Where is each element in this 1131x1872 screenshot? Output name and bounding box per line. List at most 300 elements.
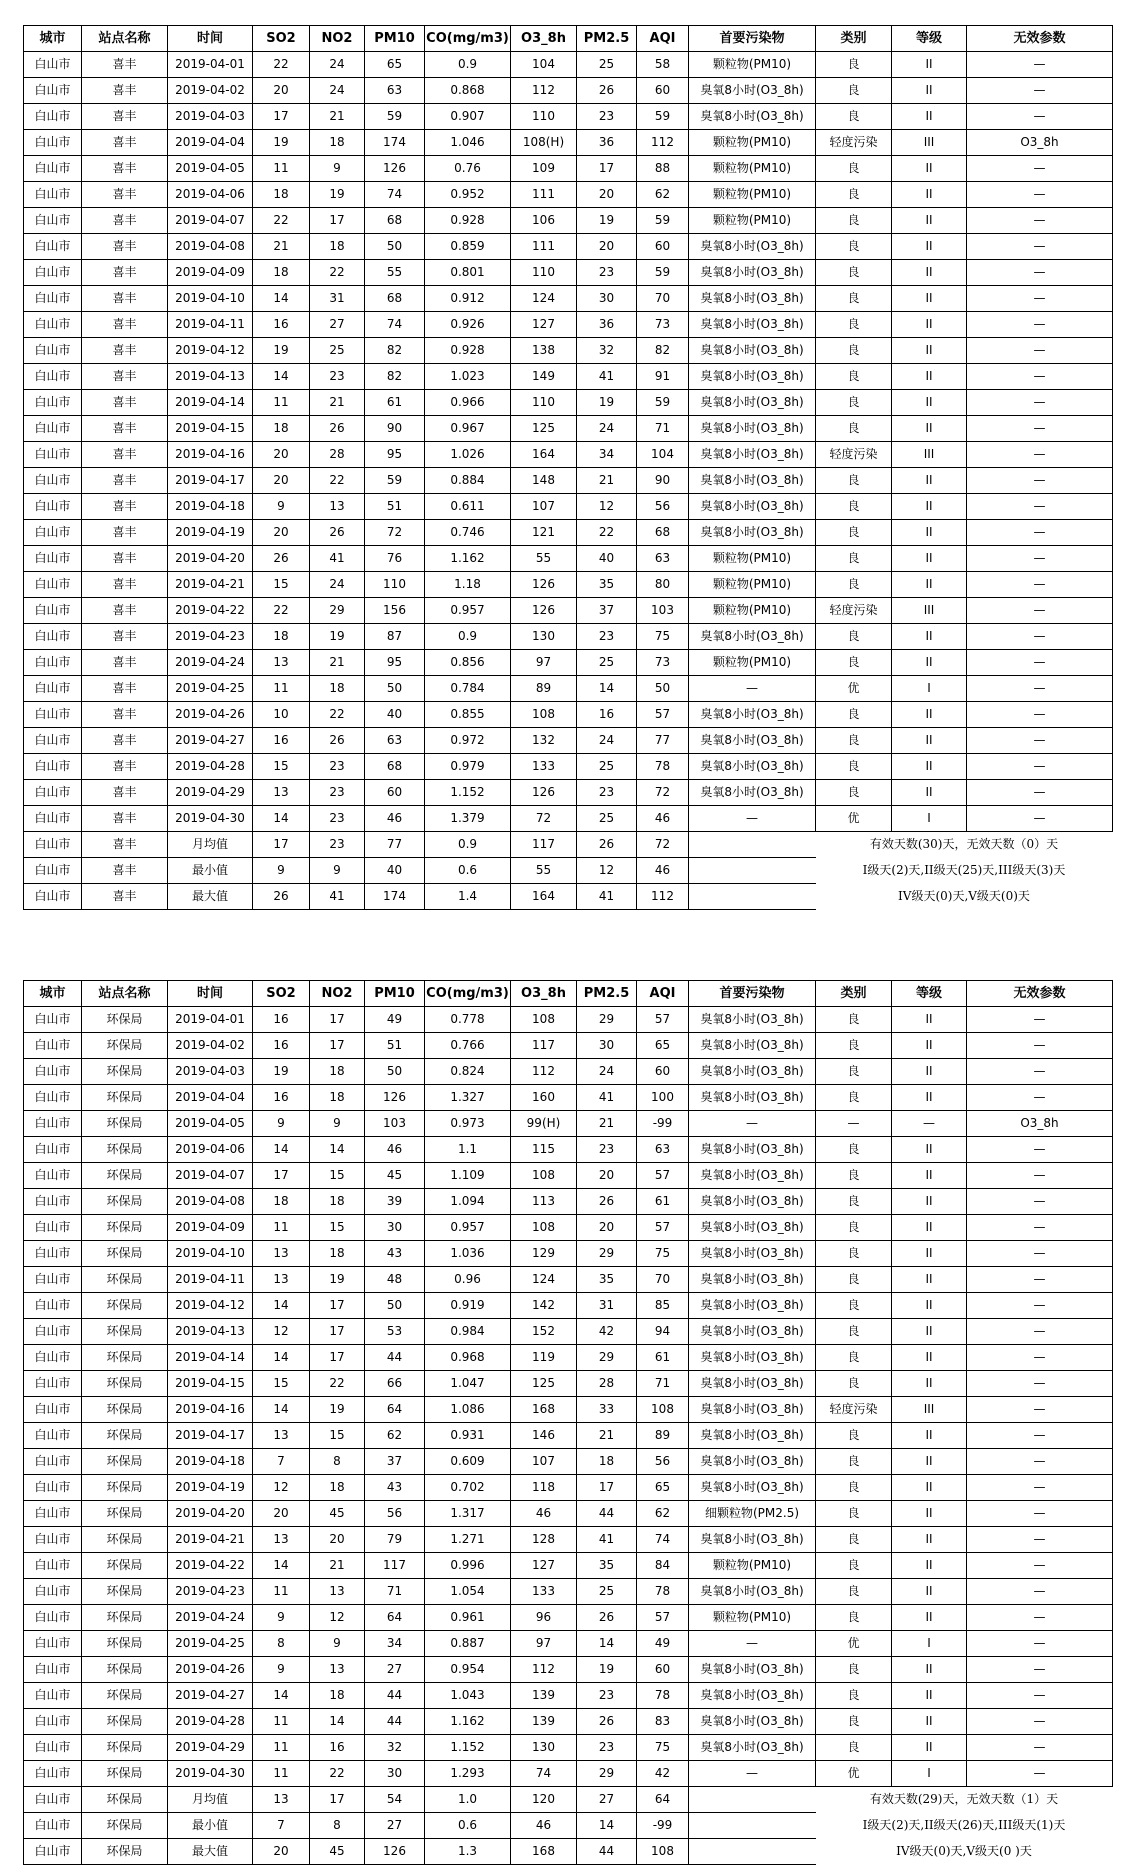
table-cell: — (967, 1267, 1113, 1293)
summary-cell: 14 (577, 1813, 637, 1839)
table-cell: II (892, 728, 967, 754)
table-cell: 轻度污染 (816, 130, 892, 156)
table-cell: 23 (310, 754, 365, 780)
column-header: 等级 (892, 981, 967, 1007)
table-cell: 125 (511, 1371, 577, 1397)
table-cell: 94 (637, 1319, 689, 1345)
table-cell: — (689, 1631, 816, 1657)
table-cell: 白山市 (24, 572, 82, 598)
table-cell: 良 (816, 754, 892, 780)
table-cell: 喜丰 (82, 208, 168, 234)
table-cell: 14 (253, 806, 310, 832)
table-cell: 9 (253, 1605, 310, 1631)
table-cell: 31 (310, 286, 365, 312)
table-row (24, 572, 1113, 598)
table-cell: II (892, 1501, 967, 1527)
table-cell: 0.766 (425, 1033, 511, 1059)
table-cell: 2019-04-19 (168, 520, 253, 546)
table-cell: 良 (816, 52, 892, 78)
table-cell: 喜丰 (82, 468, 168, 494)
header-row (24, 26, 1113, 52)
table-cell: 16 (253, 1033, 310, 1059)
table-cell: 2019-04-28 (168, 1709, 253, 1735)
table-cell: II (892, 1241, 967, 1267)
table-cell: II (892, 234, 967, 260)
table-cell: 17 (310, 1319, 365, 1345)
summary-cell: 1.4 (425, 884, 511, 910)
table-cell: 喜丰 (82, 364, 168, 390)
table-cell: 24 (577, 1059, 637, 1085)
table-cell: — (967, 1007, 1113, 1033)
table-cell: 颗粒物(PM10) (689, 130, 816, 156)
table-cell: 喜丰 (82, 650, 168, 676)
table-cell: 78 (637, 1683, 689, 1709)
table-cell: 18 (310, 1189, 365, 1215)
table-cell: — (967, 572, 1113, 598)
table-cell: 50 (365, 1059, 425, 1085)
summary-cell: 174 (365, 884, 425, 910)
table-row (24, 1059, 1113, 1085)
table-cell: 环保局 (82, 1293, 168, 1319)
table-cell: 良 (816, 1215, 892, 1241)
table-cell: 良 (816, 1423, 892, 1449)
table-cell: 颗粒物(PM10) (689, 156, 816, 182)
table-cell: 19 (310, 624, 365, 650)
table-cell: — (967, 1345, 1113, 1371)
table-cell: 26 (310, 416, 365, 442)
table-cell: 84 (637, 1553, 689, 1579)
column-header: 首要污染物 (689, 26, 816, 52)
table-cell: 139 (511, 1709, 577, 1735)
table-cell: 2019-04-28 (168, 754, 253, 780)
table-cell: 26 (577, 1605, 637, 1631)
table-cell: 121 (511, 520, 577, 546)
table-cell: II (892, 1059, 967, 1085)
table-row (24, 806, 1113, 832)
table-cell: 2019-04-07 (168, 208, 253, 234)
table-cell: 喜丰 (82, 52, 168, 78)
summary-cell: 喜丰 (82, 884, 168, 910)
table-cell: — (967, 182, 1113, 208)
table-cell: II (892, 1553, 967, 1579)
table-cell: 26 (577, 78, 637, 104)
table-cell: 19 (253, 130, 310, 156)
table-row (24, 520, 1113, 546)
table-cell: II (892, 182, 967, 208)
table-cell: 80 (637, 572, 689, 598)
summary-cell: 41 (577, 884, 637, 910)
table-cell: II (892, 312, 967, 338)
table-cell: 2019-04-02 (168, 1033, 253, 1059)
table-row (24, 156, 1113, 182)
table-cell: 0.984 (425, 1319, 511, 1345)
table-cell: 106 (511, 208, 577, 234)
table-cell: 喜丰 (82, 624, 168, 650)
table-cell: II (892, 416, 967, 442)
table-cell: 21 (310, 390, 365, 416)
table-cell: 颗粒物(PM10) (689, 52, 816, 78)
table-cell: 18 (253, 182, 310, 208)
table-cell: 57 (637, 1007, 689, 1033)
table-cell: 29 (577, 1241, 637, 1267)
summary-cell: 环保局 (82, 1813, 168, 1839)
table-cell: 107 (511, 1449, 577, 1475)
table-cell: II (892, 1527, 967, 1553)
table-cell: 臭氧8小时(O3_8h) (689, 520, 816, 546)
table-cell: 78 (637, 1579, 689, 1605)
table-cell: 颗粒物(PM10) (689, 208, 816, 234)
table-cell: II (892, 468, 967, 494)
table-cell: 白山市 (24, 1735, 82, 1761)
table-cell: 16 (253, 312, 310, 338)
table-row (24, 1189, 1113, 1215)
table-cell: III (892, 442, 967, 468)
table-cell: — (689, 1111, 816, 1137)
column-header: NO2 (310, 981, 365, 1007)
table-cell: 20 (253, 468, 310, 494)
table-cell: 87 (365, 624, 425, 650)
table-cell: 13 (310, 1579, 365, 1605)
table-cell: 27 (365, 1657, 425, 1683)
table-cell: — (967, 520, 1113, 546)
table-cell: 127 (511, 312, 577, 338)
table-cell: 60 (637, 1059, 689, 1085)
table-cell: 臭氧8小时(O3_8h) (689, 1137, 816, 1163)
table-cell: — (967, 806, 1113, 832)
table-cell: 71 (637, 416, 689, 442)
table-cell: 108 (511, 702, 577, 728)
table-cell: 良 (816, 702, 892, 728)
summary-cell: 7 (253, 1813, 310, 1839)
table-cell: 18 (310, 1085, 365, 1111)
table-cell: II (892, 1319, 967, 1345)
summary-cell: 112 (637, 884, 689, 910)
table-cell: 25 (577, 754, 637, 780)
table-cell: 13 (253, 780, 310, 806)
table-cell: 0.907 (425, 104, 511, 130)
table-row (24, 1527, 1113, 1553)
summary-cell: 1.3 (425, 1839, 511, 1865)
table-cell: 良 (816, 1579, 892, 1605)
table-cell: 16 (253, 728, 310, 754)
table-cell: 0.884 (425, 468, 511, 494)
table-cell: — (967, 234, 1113, 260)
table-cell: 14 (253, 1345, 310, 1371)
table-cell: 白山市 (24, 286, 82, 312)
summary-blank-cell (689, 832, 816, 858)
table-cell: — (967, 1059, 1113, 1085)
table-row (24, 676, 1113, 702)
table-row (24, 390, 1113, 416)
table-cell: 90 (365, 416, 425, 442)
table-cell: 15 (310, 1163, 365, 1189)
summary-blank-cell (689, 884, 816, 910)
table-cell: 113 (511, 1189, 577, 1215)
table-cell: — (967, 78, 1113, 104)
column-header: AQI (637, 981, 689, 1007)
table-cell: II (892, 1033, 967, 1059)
table-cell: 10 (253, 702, 310, 728)
table-cell: 良 (816, 1527, 892, 1553)
table-cell: 0.856 (425, 650, 511, 676)
table-cell: 2019-04-29 (168, 780, 253, 806)
table-cell: 89 (637, 1423, 689, 1449)
summary-cell: 17 (253, 832, 310, 858)
summary-cell: 白山市 (24, 1787, 82, 1813)
table-cell: 79 (365, 1527, 425, 1553)
table-cell: 24 (577, 416, 637, 442)
summary-cell: 164 (511, 884, 577, 910)
table-cell: 156 (365, 598, 425, 624)
table-cell: 0.979 (425, 754, 511, 780)
table-cell: 良 (816, 260, 892, 286)
table-cell: 2019-04-05 (168, 156, 253, 182)
table-cell: 轻度污染 (816, 442, 892, 468)
table-cell: 2019-04-25 (168, 1631, 253, 1657)
table-cell: 112 (511, 78, 577, 104)
table-cell: 良 (816, 78, 892, 104)
table-cell: 70 (637, 1267, 689, 1293)
table-cell: — (967, 650, 1113, 676)
table-cell: 环保局 (82, 1319, 168, 1345)
table-cell: 126 (511, 598, 577, 624)
table-cell: 18 (310, 1475, 365, 1501)
table-cell: 喜丰 (82, 806, 168, 832)
table-cell: -99 (637, 1111, 689, 1137)
table-cell: 臭氧8小时(O3_8h) (689, 1085, 816, 1111)
table-cell: 良 (816, 1345, 892, 1371)
column-header: 站点名称 (82, 26, 168, 52)
table-cell: 68 (637, 520, 689, 546)
table-cell: 白山市 (24, 1267, 82, 1293)
table-cell: 23 (577, 260, 637, 286)
table-cell: 152 (511, 1319, 577, 1345)
table-cell: II (892, 572, 967, 598)
table-cell: 1.293 (425, 1761, 511, 1787)
table-cell: 0.957 (425, 598, 511, 624)
table-cell: 56 (637, 1449, 689, 1475)
table-cell: 2019-04-21 (168, 1527, 253, 1553)
table-cell: 白山市 (24, 546, 82, 572)
summary-cell: 白山市 (24, 884, 82, 910)
table-cell: 环保局 (82, 1189, 168, 1215)
table-cell: 20 (577, 234, 637, 260)
table-cell: 白山市 (24, 1631, 82, 1657)
table-cell: — (967, 1371, 1113, 1397)
table-cell: — (967, 1423, 1113, 1449)
table-cell: 41 (577, 1085, 637, 1111)
table-cell: III (892, 1397, 967, 1423)
table-row (24, 728, 1113, 754)
table-cell: 0.973 (425, 1111, 511, 1137)
column-header: O3_8h (511, 981, 577, 1007)
table-cell: 白山市 (24, 416, 82, 442)
table-cell: 0.9 (425, 624, 511, 650)
table-cell: 白山市 (24, 78, 82, 104)
table-cell: 125 (511, 416, 577, 442)
table-cell: 臭氧8小时(O3_8h) (689, 442, 816, 468)
table-cell: — (967, 286, 1113, 312)
table-cell: 1.047 (425, 1371, 511, 1397)
table-cell: 2019-04-18 (168, 1449, 253, 1475)
table-cell: 50 (365, 234, 425, 260)
table-cell: 9 (310, 1111, 365, 1137)
table-cell: 良 (816, 494, 892, 520)
table-cell: 110 (365, 572, 425, 598)
table-cell: 126 (511, 572, 577, 598)
table-cell: 2019-04-01 (168, 52, 253, 78)
table-cell: 喜丰 (82, 598, 168, 624)
table-cell: 1.18 (425, 572, 511, 598)
table-cell: 臭氧8小时(O3_8h) (689, 728, 816, 754)
table-cell: — (967, 208, 1113, 234)
table-cell: 35 (577, 1553, 637, 1579)
table-cell: 124 (511, 1267, 577, 1293)
table-cell: III (892, 598, 967, 624)
table-cell: 白山市 (24, 754, 82, 780)
table-cell: 8 (253, 1631, 310, 1657)
table-cell: 51 (365, 494, 425, 520)
table-cell: II (892, 1605, 967, 1631)
table-cell: 20 (577, 182, 637, 208)
table-cell: 130 (511, 624, 577, 650)
table-cell: 22 (310, 1371, 365, 1397)
table-cell: — (967, 546, 1113, 572)
table-cell: 臭氧8小时(O3_8h) (689, 1241, 816, 1267)
table-cell: 71 (637, 1371, 689, 1397)
table-cell: 良 (816, 546, 892, 572)
table-cell: 149 (511, 364, 577, 390)
table-cell: 0.954 (425, 1657, 511, 1683)
table-cell: — (967, 364, 1113, 390)
column-header: CO(mg/m3) (425, 981, 511, 1007)
table-cell: 1.379 (425, 806, 511, 832)
table-cell: 白山市 (24, 1059, 82, 1085)
table-cell: O3_8h (967, 1111, 1113, 1137)
table-cell: — (967, 1319, 1113, 1345)
table-cell: 喜丰 (82, 728, 168, 754)
table-cell: 59 (365, 104, 425, 130)
table-cell: 环保局 (82, 1007, 168, 1033)
table-cell: 60 (637, 234, 689, 260)
table-cell: 2019-04-08 (168, 234, 253, 260)
table-cell: 2019-04-15 (168, 416, 253, 442)
column-header: PM10 (365, 26, 425, 52)
table-cell: 115 (511, 1137, 577, 1163)
table-cell: 0.928 (425, 338, 511, 364)
table-cell: 良 (816, 1605, 892, 1631)
table-cell: — (816, 1111, 892, 1137)
table-cell: 108 (511, 1007, 577, 1033)
table-cell: 良 (816, 572, 892, 598)
table-cell: 27 (310, 312, 365, 338)
table-cell: 2019-04-23 (168, 1579, 253, 1605)
table-cell: 良 (816, 780, 892, 806)
table-cell: 57 (637, 1163, 689, 1189)
table-cell: 83 (637, 1709, 689, 1735)
table-cell: 白山市 (24, 1761, 82, 1787)
table-cell: 2019-04-22 (168, 598, 253, 624)
table-cell: 颗粒物(PM10) (689, 546, 816, 572)
table-cell: — (967, 1657, 1113, 1683)
table-cell: I (892, 806, 967, 832)
table-cell: 良 (816, 104, 892, 130)
table-cell: 119 (511, 1345, 577, 1371)
table-cell: 环保局 (82, 1397, 168, 1423)
table-cell: 25 (577, 1579, 637, 1605)
table-cell: 25 (577, 52, 637, 78)
table-cell: 30 (365, 1215, 425, 1241)
table-cell: 21 (577, 1423, 637, 1449)
column-header: PM2.5 (577, 26, 637, 52)
table-cell: 良 (816, 338, 892, 364)
table-cell: 14 (253, 1553, 310, 1579)
summary-note: IV级天(0)天,V级天(0)天 (898, 889, 1030, 903)
table-cell: II (892, 1007, 967, 1033)
table-cell: 16 (253, 1007, 310, 1033)
table-cell: 34 (577, 442, 637, 468)
table-row (24, 1501, 1113, 1527)
summary-note: I级天(2)天,II级天(25)天,III级天(3)天 (862, 863, 1066, 877)
table-cell: 16 (253, 1085, 310, 1111)
summary-cell: 64 (637, 1787, 689, 1813)
table-cell: 白山市 (24, 1293, 82, 1319)
table-cell: 164 (511, 442, 577, 468)
table-cell: 良 (816, 156, 892, 182)
table-cell: II (892, 338, 967, 364)
summary-note: IV级天(0)天,V级天(0 )天 (896, 1844, 1032, 1858)
table-cell: 43 (365, 1475, 425, 1501)
table-cell: 良 (816, 1085, 892, 1111)
table-cell: 良 (816, 234, 892, 260)
table-row (24, 1579, 1113, 1605)
table-cell: 14 (253, 286, 310, 312)
table-cell: — (967, 1553, 1113, 1579)
table-cell: 9 (310, 156, 365, 182)
table-cell: 103 (365, 1111, 425, 1137)
table-row (24, 312, 1113, 338)
table-cell: 23 (577, 1683, 637, 1709)
table-cell: 73 (637, 650, 689, 676)
table-cell: 良 (816, 1137, 892, 1163)
table-cell: 17 (253, 104, 310, 130)
table-cell: 19 (310, 182, 365, 208)
table-cell: 59 (637, 260, 689, 286)
table-cell: 2019-04-02 (168, 78, 253, 104)
table-cell: 19 (310, 1397, 365, 1423)
table-row (24, 1683, 1113, 1709)
table-cell: 臭氧8小时(O3_8h) (689, 1215, 816, 1241)
table-cell: II (892, 1189, 967, 1215)
table-cell: 75 (637, 1735, 689, 1761)
table-cell: — (967, 598, 1113, 624)
table-cell: — (967, 1631, 1113, 1657)
table-cell: 0.855 (425, 702, 511, 728)
table-cell: 32 (365, 1735, 425, 1761)
table-cell: 23 (577, 1137, 637, 1163)
table-cell: 0.609 (425, 1449, 511, 1475)
table-cell: 126 (365, 1085, 425, 1111)
table-row (24, 1371, 1113, 1397)
table-row (24, 234, 1113, 260)
table-cell: — (967, 1033, 1113, 1059)
table-cell: II (892, 1345, 967, 1371)
table-cell: 57 (637, 702, 689, 728)
table-cell: 63 (365, 728, 425, 754)
table-cell: 良 (816, 1059, 892, 1085)
table-cell: 60 (637, 1657, 689, 1683)
table-cell: 良 (816, 624, 892, 650)
